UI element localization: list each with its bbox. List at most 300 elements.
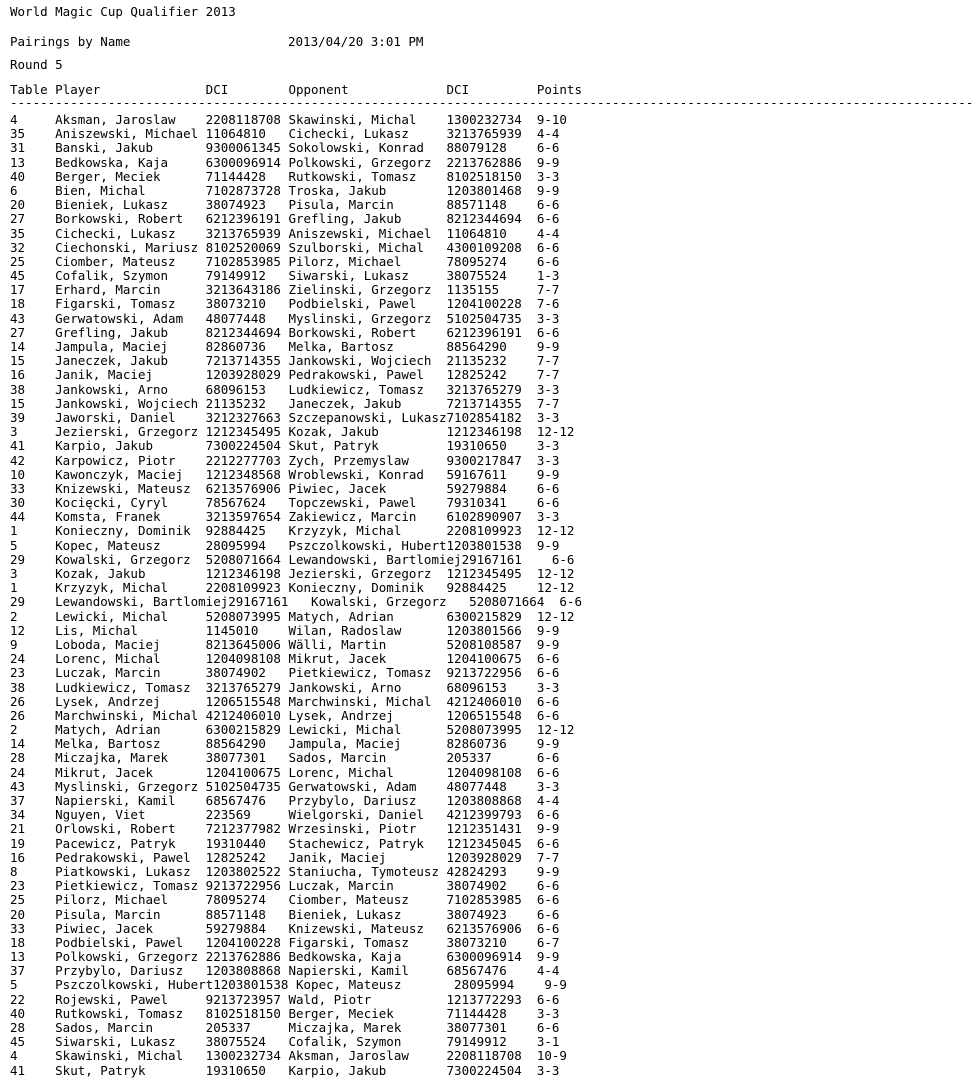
points: 6-6 [536,807,575,823]
player-dci: 59279884 [205,920,289,936]
table-row [10,255,597,269]
player-name: Myslinski, Grzegorz [55,778,206,794]
table-number: 38 [10,679,56,695]
player-name: Kopec, Mateusz [55,537,206,553]
points: 12-12 [536,566,575,581]
player-dci: 92884425 [205,523,289,539]
table-row [10,581,597,595]
player-name: Ciechonski, Mariusz [55,239,206,255]
player-name: Janeczek, Jakub [55,353,206,369]
opponent-name: Sados, Marcin [288,750,447,766]
opponent-dci: 12825242 [446,367,537,383]
player-dci: 2213762886 [205,949,289,965]
opponent-name: Wroblewski, Konrad [288,466,447,482]
player-name: Cofalik, Szymon [55,268,206,284]
player-name: Karpowicz, Piotr [55,452,206,468]
table-number: 41 [10,438,56,454]
player-name: Orlowski, Robert [55,821,206,837]
player-name: Rojewski, Pawel [55,991,206,1007]
opponent-name: Ludkiewicz, Tomasz [288,381,447,397]
player-name: Ciomber, Mateusz [55,253,206,269]
opponent-name: Wilan, Radoslaw [288,622,447,638]
opponent-dci: 5208108587 [446,636,537,652]
player-name: Pacewicz, Patryk [55,835,206,851]
table-row [10,227,597,241]
player-name: Loboda, Maciej [55,636,206,652]
opponent-dci: 6212396191 [446,324,537,340]
points: 6-6 [536,693,575,709]
player-name: Bien, Michal [55,182,206,198]
table-number: 4 [10,1048,56,1064]
points: 4-4 [536,963,575,979]
points: 6-6 [536,835,575,851]
opponent-name: Napierski, Kamil [288,963,447,979]
opponent-name: Skut, Patryk [288,438,447,454]
opponent-name: Luczak, Marcin [288,878,447,894]
opponent-name: Piwiec, Jacek [288,480,447,496]
column-header-1: Player [55,82,206,97]
points: 6-6 [536,480,575,496]
player-dci: 11064810 [205,126,289,142]
opponent-dci: 88079128 [446,140,537,156]
table-row [10,595,597,609]
player-name: Pisula, Marcin [55,906,206,922]
points: 9-10 [536,112,575,127]
player-name: Jaworski, Daniel [55,409,206,425]
table-row [10,723,597,737]
column-header-4: DCI [446,82,537,97]
opponent-dci: 1203801566 [446,622,537,638]
opponent-name: Bedkowska, Kaja [288,949,447,965]
table-row [10,127,597,141]
opponent-name: Lorenc, Michal [288,764,447,780]
pairings-table [10,113,597,1078]
player-name: Krzyzyk, Michal [55,580,206,596]
table-number: 24 [10,764,56,780]
opponent-name: Jankowski, Wojciech [288,353,447,369]
opponent-dci: 1135155 [446,282,537,298]
table-number: 37 [10,963,56,979]
points: 9-9 [536,863,575,879]
opponent-name: Myslinski, Grzegorz [288,310,447,326]
table-row [10,709,597,723]
opponent-name: Szulborski, Michal [288,239,447,255]
player-name: Rutkowski, Tomasz [55,1005,206,1021]
player-name: Skawinski, Michal [55,1048,206,1064]
table-number: 45 [10,1034,56,1050]
player-dci: 82860736 [205,339,289,354]
points: 9-9 [536,736,575,752]
table-row [10,865,597,879]
table-number: 14 [10,736,56,752]
opponent-dci: 1203801468 [446,182,537,198]
opponent-name: Lewandowski, Bartlomiej [288,551,462,567]
table-number: 23 [10,665,56,681]
opponent-dci: 68096153 [446,679,537,695]
player-name: Jankowski, Wojciech [55,395,206,411]
table-row [10,1007,597,1021]
opponent-dci: 79310341 [446,495,537,511]
opponent-name: Ciomber, Mateusz [288,892,447,908]
player-dci: 88564290 [205,736,289,752]
player-dci: 3213765939 [205,225,289,241]
opponent-name: Mikrut, Jacek [288,651,447,667]
table-row [10,297,597,311]
player-name: Aniszewski, Michael [55,126,206,142]
player-dci: 3213597654 [205,509,289,525]
points: 6-6 [536,651,575,667]
table-number: 1 [10,580,56,596]
opponent-dci: 1213772293 [446,991,537,1007]
round-label: Round 5 [10,57,63,72]
table-row [10,340,597,354]
table-row [10,638,597,652]
points: 4-4 [536,126,575,142]
table-row [10,964,597,978]
table-number: 2 [10,722,56,738]
opponent-dci: 1212345045 [446,835,537,851]
points: 6-6 [536,707,575,723]
player-name: Piatkowski, Lukasz [55,863,206,879]
table-row [10,922,597,936]
table-number: 18 [10,296,56,312]
player-dci: 3213643186 [205,282,289,298]
table-number: 17 [10,282,56,298]
player-dci: 1212346198 [205,566,289,581]
player-name: Lewandowski, Bartlomiej [55,594,229,610]
table-number: 31 [10,140,56,156]
table-row [10,468,597,482]
player-dci: 1203808868 [205,963,289,979]
opponent-dci: 11064810 [446,225,537,241]
opponent-dci: 1203808868 [446,793,537,808]
points: 6-6 [536,253,575,269]
column-header-3: Opponent [288,82,447,97]
player-name: Kozak, Jakub [55,566,206,581]
opponent-name: Pszczolkowski, Hubert [288,537,447,553]
player-name: Erhard, Marcin [55,282,206,298]
opponent-name: Rutkowski, Tomasz [288,168,447,184]
opponent-name: Siwarski, Lukasz [288,268,447,284]
table-number: 13 [10,154,56,170]
table-number: 44 [10,509,56,525]
table-row [10,1049,597,1063]
points: 6-6 [536,495,575,511]
opponent-dci: 79149912 [446,1034,537,1050]
table-number: 1 [10,523,56,539]
player-dci: 38075524 [205,1034,289,1050]
opponent-name: Sokolowski, Konrad [288,140,447,156]
table-row [10,908,597,922]
player-name: Matych, Adrian [55,722,206,738]
opponent-name: Wrzesinski, Piotr [288,821,447,837]
player-dci: 48077448 [205,310,289,326]
table-row [10,198,597,212]
points: 3-3 [536,310,575,326]
table-row [10,283,597,297]
points: 9-9 [536,182,575,198]
player-dci: 38074923 [205,197,289,213]
points: 6-6 [536,1020,575,1035]
points: 9-9 [536,622,575,638]
opponent-dci: 7300224504 [446,1062,537,1078]
player-name: Nguyen, Viet [55,807,206,823]
opponent-name: Lysek, Andrzej [288,707,447,723]
opponent-name: Cofalik, Szymon [288,1034,447,1050]
table-number: 40 [10,1005,56,1021]
points: 7-7 [536,353,575,369]
player-name: Sados, Marcin [55,1020,206,1035]
points: 9-9 [536,821,575,837]
table-number: 12 [10,622,56,638]
table-number: 24 [10,651,56,667]
table-row [10,184,597,198]
opponent-name: Pisula, Marcin [288,197,447,213]
opponent-name: Przybylo, Dariusz [288,793,447,808]
opponent-dci: 48077448 [446,778,537,794]
table-row [10,524,597,538]
player-dci: 38074902 [205,665,289,681]
points: 3-3 [536,168,575,184]
table-number: 15 [10,353,56,369]
opponent-dci: 2213762886 [446,154,537,170]
opponent-name: Janeczek, Jakub [288,395,447,411]
document-subtitle: Pairings by Name [10,34,131,49]
header-separator: -------------------------------------------------------------------------------------------------------------------------------- [10,95,973,110]
table-row [10,212,597,226]
opponent-name: Pedrakowski, Pawel [288,367,447,383]
player-dci: 6212396191 [205,211,289,227]
table-row [10,893,597,907]
player-dci: 1203928029 [205,367,289,383]
document-timestamp: 2013/04/20 3:01 PM [288,34,424,49]
player-dci: 9213722956 [205,878,289,894]
table-number: 4 [10,112,56,127]
player-name: Kocięcki, Cyryl [55,495,206,511]
player-dci: 223569 [205,807,289,823]
opponent-name: Melka, Bartosz [288,339,447,354]
player-dci: 5208073995 [205,608,289,624]
table-number: 15 [10,395,56,411]
player-dci: 68567476 [205,793,289,808]
points: 6-6 [536,140,575,156]
table-number: 26 [10,693,56,709]
table-row [10,794,597,808]
player-dci: 9213723957 [205,991,289,1007]
player-name: Skut, Patryk [55,1062,206,1078]
table-number: 10 [10,466,56,482]
player-dci: 88571148 [205,906,289,922]
table-row [10,383,597,397]
points: 12-12 [536,722,575,738]
opponent-dci: 59279884 [446,480,537,496]
table-row [10,624,597,638]
table-number: 2 [10,608,56,624]
document-title: World Magic Cup Qualifier 2013 [10,4,236,19]
player-dci: 78567624 [205,495,289,511]
player-name: Aksman, Jaroslaw [55,112,206,127]
opponent-name: Karpio, Jakub [288,1062,447,1078]
points: 3-3 [536,381,575,397]
opponent-name: Wälli, Martin [288,636,447,652]
player-name: Melka, Bartosz [55,736,206,752]
player-dci: 6300215829 [205,722,289,738]
player-dci: 6213576906 [205,480,289,496]
points: 9-9 [536,339,575,354]
player-dci: 2208109923 [205,580,289,596]
table-row [10,1064,597,1078]
opponent-dci: 38073210 [446,934,537,950]
table-number: 30 [10,495,56,511]
points: 6-7 [536,934,575,950]
player-dci: 1212345495 [205,424,289,440]
points: 6-6 [536,324,575,340]
table-number: 38 [10,381,56,397]
player-dci: 1203802522 [205,863,289,879]
player-name: Jampula, Maciej [55,339,206,354]
opponent-name: Aniszewski, Michael [288,225,447,241]
opponent-name: Cichecki, Lukasz [288,126,447,142]
player-dci: 29167161 [228,594,312,610]
player-dci: 5102504735 [205,778,289,794]
opponent-dci: 92884425 [446,580,537,596]
points: 1-3 [536,268,575,284]
player-dci: 9300061345 [205,140,289,156]
points: 6-6 [536,764,575,780]
points: 12-12 [536,608,575,624]
table-row [10,113,597,127]
opponent-name: Skawinski, Michal [288,112,447,127]
player-name: Pilorz, Michael [55,892,206,908]
opponent-name: Topczewski, Pawel [288,495,447,511]
table-row [10,553,597,567]
opponent-name: Marchwinski, Michal [288,693,447,709]
table-number: 42 [10,452,56,468]
player-dci: 19310440 [205,835,289,851]
opponent-dci: 5208071664 [469,594,560,610]
opponent-dci: 7102853985 [446,892,537,908]
opponent-name: Pietkiewicz, Tomasz [288,665,447,681]
table-number: 23 [10,878,56,894]
opponent-name: Troska, Jakub [288,182,447,198]
player-dci: 68096153 [205,381,289,397]
opponent-dci: 8212344694 [446,211,537,227]
player-dci: 8102518150 [205,1005,289,1021]
opponent-dci: 3213765939 [446,126,537,142]
table-number: 40 [10,168,56,184]
table-number: 27 [10,324,56,340]
table-number: 13 [10,949,56,965]
player-dci: 71144428 [205,168,289,184]
points: 9-9 [536,537,575,553]
player-dci: 7213714355 [205,353,289,369]
points: 6-6 [536,920,575,936]
table-number: 18 [10,934,56,950]
player-dci: 7300224504 [205,438,289,454]
opponent-name: Stachewicz, Patryk [288,835,447,851]
column-header-2: DCI [205,82,289,97]
opponent-dci: 1300232734 [446,112,537,127]
table-row [10,751,597,765]
opponent-dci: 38075524 [446,268,537,284]
player-dci: 79149912 [205,268,289,284]
opponent-dci: 6213576906 [446,920,537,936]
table-row [10,808,597,822]
opponent-name: Borkowski, Robert [288,324,447,340]
points: 9-9 [536,466,575,482]
opponent-dci: 2208118708 [446,1048,537,1064]
table-row [10,681,597,695]
table-row [10,766,597,780]
opponent-name: Krzyzyk, Michal [288,523,447,539]
table-number: 35 [10,126,56,142]
opponent-dci: 42824293 [446,863,537,879]
opponent-dci: 19310650 [446,438,537,454]
table-row [10,695,597,709]
player-name: Janik, Maciej [55,367,206,383]
points: 7-7 [536,367,575,383]
opponent-dci: 38077301 [446,1020,537,1035]
table-number: 3 [10,566,56,581]
points: 12-12 [536,424,575,440]
opponent-name: Zakiewicz, Marcin [288,509,447,525]
player-dci: 38073210 [205,296,289,312]
opponent-dci: 88564290 [446,339,537,354]
table-row [10,837,597,851]
points: 7-7 [536,282,575,298]
table-number: 28 [10,1020,56,1035]
opponent-dci: 5208073995 [446,722,537,738]
table-number: 28 [10,750,56,766]
table-row [10,1035,597,1049]
table-row [10,1021,597,1035]
points: 3-3 [536,778,575,794]
player-name: Gerwatowski, Adam [55,310,206,326]
opponent-dci: 1204100228 [446,296,537,312]
opponent-name: Aksman, Jaroslaw [288,1048,447,1064]
table-row [10,879,597,893]
table-row [10,652,597,666]
points: 3-3 [536,409,575,425]
points: 3-3 [536,1005,575,1021]
player-name: Luczak, Marcin [55,665,206,681]
player-dci: 28095994 [205,537,289,553]
opponent-name: Grefling, Jakub [288,211,447,227]
opponent-dci: 78095274 [446,253,537,269]
player-name: Jezierski, Grzegorz [55,424,206,440]
opponent-dci: 21135232 [446,353,537,369]
opponent-dci: 6102890907 [446,509,537,525]
opponent-dci: 1203801538 [446,537,537,553]
table-row [10,156,597,170]
opponent-dci: 82860736 [446,736,537,752]
opponent-name: Berger, Meciek [288,1005,447,1021]
table-number: 35 [10,225,56,241]
table-number: 16 [10,367,56,383]
player-dci: 205337 [205,1020,289,1035]
player-dci: 7102853985 [205,253,289,269]
player-name: Cichecki, Lukasz [55,225,206,241]
player-name: Pszczolkowski, Hubert [55,977,214,993]
opponent-dci: 38074923 [446,906,537,922]
column-header-0: Table [10,82,56,97]
points: 6-6 [536,665,575,681]
table-row [10,993,597,1007]
points: 7-7 [536,849,575,865]
player-name: Piwiec, Jacek [55,920,206,936]
table-number: 37 [10,793,56,808]
table-number: 32 [10,239,56,255]
